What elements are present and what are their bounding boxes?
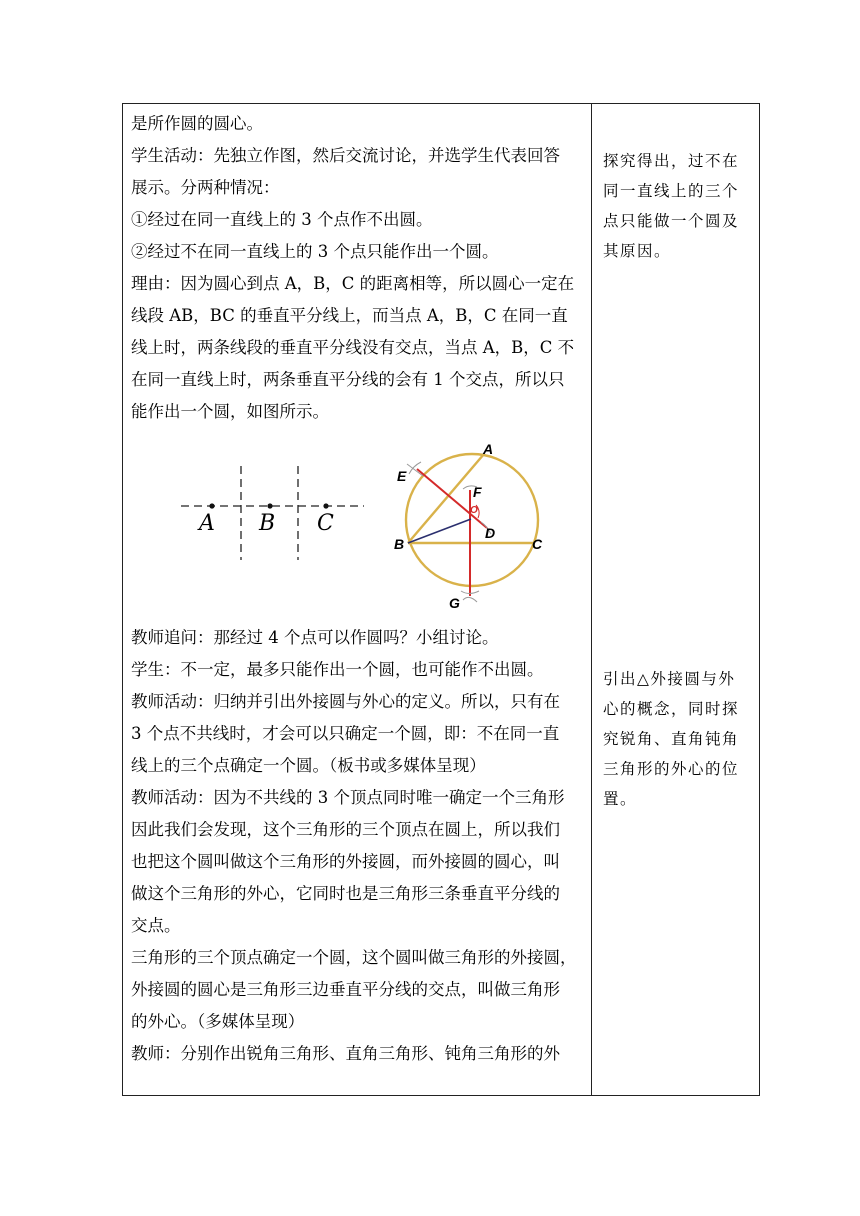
- text-line: 交点。: [131, 916, 181, 935]
- label-d: D: [485, 525, 496, 541]
- text-line: 线上时，两条线段的垂直平分线没有交点，当点 A，B，C 不: [131, 338, 575, 357]
- text-line: 线上的三个点确定一个圆。（板书或多媒体呈现）: [131, 756, 486, 775]
- label-b: B: [394, 536, 405, 552]
- note-line: 心的概念，同时探: [603, 700, 740, 718]
- label-c: C: [317, 511, 334, 536]
- text-line: 三角形的三个顶点确定一个圆，这个圆叫做三角形的外接圆，: [131, 948, 577, 967]
- column-divider: [591, 104, 592, 1095]
- point-b-dot: [267, 503, 272, 508]
- note-line: 其原因。: [603, 242, 672, 260]
- text-line: 的外心。（多媒体呈现）: [131, 1012, 305, 1031]
- point-a-dot: [209, 503, 214, 508]
- point-c-dot: [323, 503, 328, 508]
- design-intent-note: [603, 664, 753, 814]
- text-line: 也把这个圆叫做这个三角形的外接圆，而外接圆的圆心，叫: [131, 852, 560, 871]
- label-g: G: [449, 595, 460, 611]
- text-line: 学生：不一定，最多只能作出一个圆，也可能作不出圆。: [131, 660, 544, 679]
- label-e: E: [397, 468, 407, 484]
- text-line: 外接圆的圆心是三角形三边垂直平分线的交点，叫做三角形: [131, 980, 560, 999]
- label-o: O: [470, 505, 478, 516]
- note-line: 同一直线上的三个: [603, 182, 740, 200]
- text-line: 线段 AB，BC 的垂直平分线上，而当点 A，B，C 在同一直: [131, 306, 568, 325]
- note-line: 三角形的外心的位: [603, 760, 740, 778]
- label-a: A: [199, 511, 215, 536]
- figure-row: [131, 432, 586, 622]
- lesson-process-column: [131, 108, 586, 1070]
- circumcircle: [406, 454, 538, 586]
- design-intent-note: [603, 146, 753, 266]
- text-line: 是所作圆的圆心。: [131, 114, 263, 133]
- note-line: 探究得出，过不在: [603, 152, 740, 170]
- circumcircle-figure: [389, 434, 589, 612]
- text-line: ①经过在同一直线上的 3 个点作不出圆。: [131, 210, 433, 229]
- note-line: 置。: [603, 790, 638, 808]
- label-b: B: [259, 511, 276, 536]
- text-line: 教师活动：因为不共线的 3 个顶点同时唯一确定一个三角形: [131, 788, 565, 807]
- text-line: 理由：因为圆心到点 A，B，C 的距离相等，所以圆心一定在: [131, 274, 575, 293]
- text-line: 教师追问：那经过 4 个点可以作圆吗？小组讨论。: [131, 628, 499, 647]
- text-line: 因此我们会发现，这个三角形的三个顶点在圆上，所以我们: [131, 820, 560, 839]
- collinear-points-figure: [179, 458, 379, 598]
- note-line: 引出△外接圆与外: [603, 670, 736, 688]
- text-line: 教师活动：归纳并引出外接圆与外心的定义。所以，只有在: [131, 692, 560, 711]
- text-line: 3 个点不共线时，才会可以只确定一个圆，即：不在同一直: [131, 724, 560, 743]
- text-line: 教师：分别作出锐角三角形、直角三角形、钝角三角形的外: [131, 1044, 560, 1063]
- text-line: ②经过不在同一直线上的 3 个点只能作出一个圆。: [131, 242, 499, 261]
- text-line: 展示。分两种情况：: [131, 178, 280, 197]
- note-line: 究锐角、直角钝角: [603, 730, 740, 748]
- label-c: C: [532, 536, 543, 552]
- note-line: 点只能做一个圆及: [603, 212, 740, 230]
- label-a: A: [483, 441, 494, 457]
- text-line: 学生活动：先独立作图，然后交流讨论，并选学生代表回答: [131, 146, 560, 165]
- label-f: F: [473, 484, 482, 500]
- text-line: 能作出一个圆，如图所示。: [131, 402, 329, 421]
- text-line: 做这个三角形的外心，它同时也是三角形三条垂直平分线的: [131, 884, 560, 903]
- text-line: 在同一直线上时，两条垂直平分线的会有 1 个交点，所以只: [131, 370, 565, 389]
- lesson-table: [122, 103, 760, 1096]
- arc-mark: [409, 462, 421, 474]
- arc-mark: [463, 597, 477, 602]
